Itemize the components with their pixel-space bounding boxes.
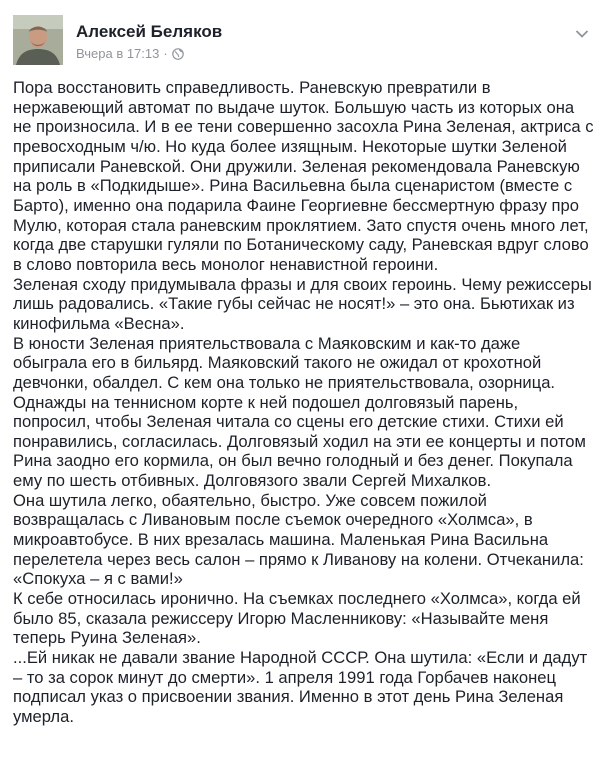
post-paragraph: Она шутила легко, обаятельно, быстро. Уже совсем пожилой возвращалась с Ливановым после съемок очередного «Холмса», в микроавтобусе. В них врезалась машина. Маленькая Рина Васильна перелетела через весь салон – прямо к Ливанову на колени. Отчеканила: «Спокуха – я с вами!» xyxy=(13,490,584,589)
author-name[interactable]: Алексей Беляков xyxy=(76,22,223,41)
post-meta xyxy=(76,46,184,61)
post-paragraph: Зеленая сходу придумывала фразы и для своих героинь. Чему режиссеры лишь радовались. «Такие губы сейчас не носят!» – это она. Бьютихак из кинофильма «Весна». xyxy=(13,274,592,333)
chevron-down-icon xyxy=(575,29,589,39)
post-body xyxy=(13,78,595,727)
post-options-button[interactable] xyxy=(575,26,589,36)
post-timestamp[interactable]: Вчера в 17:13 xyxy=(76,46,160,61)
post-header xyxy=(0,0,603,68)
post-paragraph: К себе относилась иронично. На съемках последнего «Холмса», когда ей было 85, сказала режиссеру Игорю Масленникову: «Называйте меня теперь Руина Зеленая». xyxy=(13,589,581,648)
globe-icon[interactable] xyxy=(172,48,184,60)
meta-separator: · xyxy=(163,46,168,61)
post-paragraph: В юности Зеленая приятельствовала с Маяковским и как-то даже обыграла его в бильярд. Маяковский такого не ожидал от крохотной девчонки, обалдел. С кем она только не приятельствовала, озорница. Однажды на теннисном корте к ней подошел долговязый парень, попросил, чтобы Зеленая читала со сцены его детские стихи. Стихи ей понравились, согласилась. Долговязый ходил на эти ее концерты и потом Рина заодно его кормила, он был вечно голодный и без денег. Покупала ему по шесть отбивных. Долговязого звали Сергей Михалков. xyxy=(13,333,586,491)
avatar-photo xyxy=(13,15,63,65)
post-paragraph: Пора восстановить справедливость. Раневскую превратили в нержавеющий автомат по выдаче шуток. Большую часть из которых она не произносила. И в ее тени совершенно засохла Рина Зеленая, актриса с превосходным ч/ю. Но куда более изящным. Некоторые шутки Зеленой приписали Раневской. Они дружили. Зеленая рекомендовала Раневскую на роль в «Подкидыше». Рина Васильевна была сценаристом (вместе с Барто), именно она подарила Фаине Георгиевне бессмертную фразу про Мулю, которая стала раневским проклятием. Зато спустя очень много лет, когда две старушки гуляли по Ботаническому саду, Раневская вдруг слово в слово повторила весь монолог ненавистной героини. xyxy=(13,78,594,274)
post-paragraph: ...Ей никак не давали звание Народной СССР. Она шутила: «Если и дадут – то за сорок минут до смерти». 1 апреля 1991 года Горбачев наконец подписал указ о присвоении звания. Именно в этот день Рина Зеленая умерла. xyxy=(13,648,588,726)
avatar[interactable] xyxy=(13,15,63,65)
